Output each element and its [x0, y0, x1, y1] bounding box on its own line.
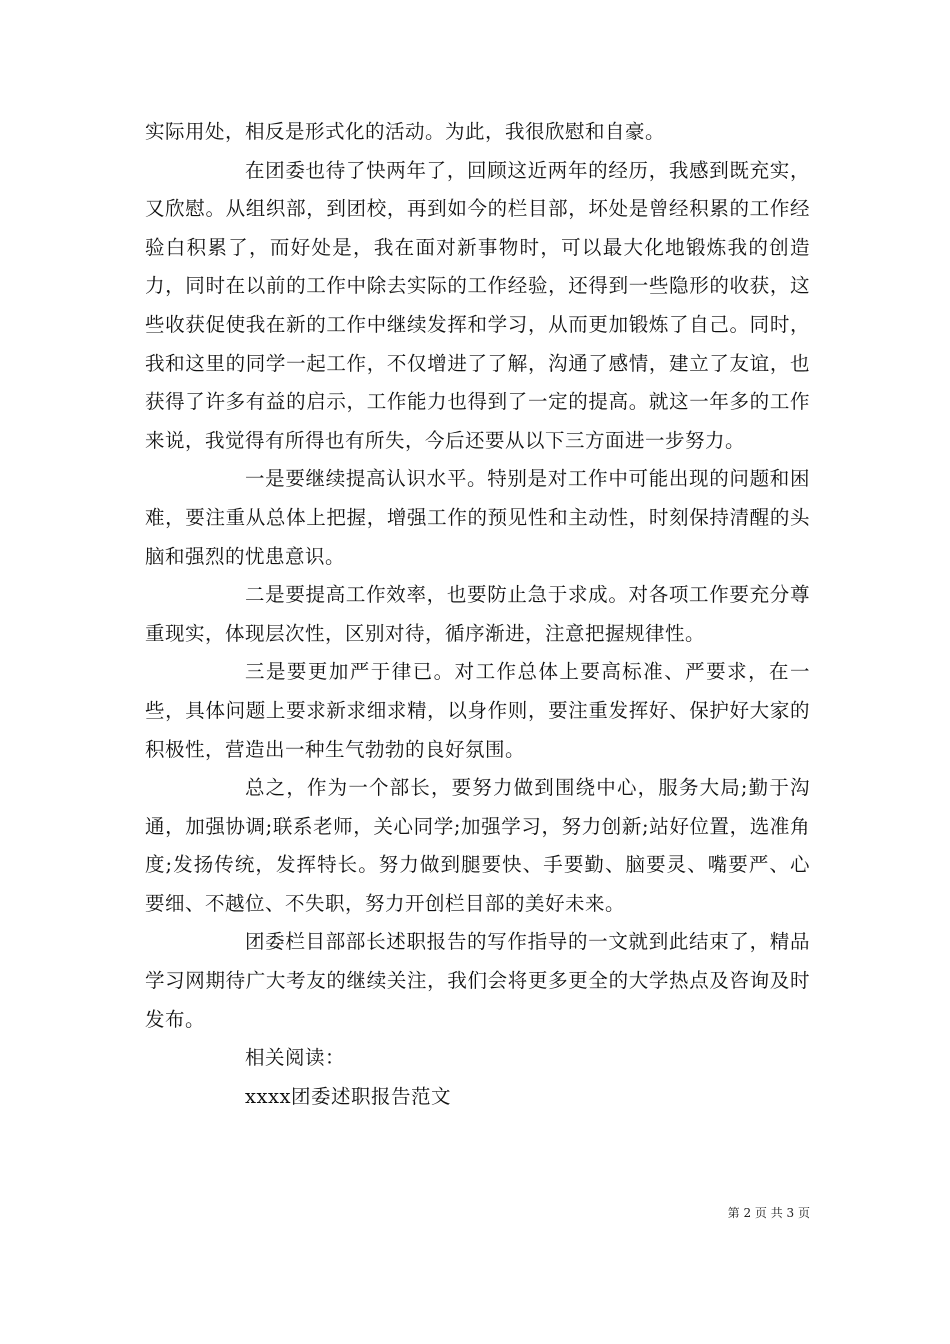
paragraph-point-two: 二是要提高工作效率，也要防止急于求成。对各项工作要充分尊重现实，体现层次性，区别对待，循序渐进，注意把握规律性。	[145, 583, 810, 645]
paragraph-continuation: 实际用处，相反是形式化的活动。为此，我很欣慰和自豪。	[145, 120, 666, 143]
paragraph-summary: 总之，作为一个部长，要努力做到围绕中心，服务大局;勤于沟通，加强协调;联系老师，关心同学;加强学习，努力创新;站好位置，选准角度;发扬传统，发挥特长。努力做到腿要快、手要勤、脑要灵、嘴要严、心要细、不越位、不失职，努力开创栏目部的美好未来。	[145, 776, 810, 915]
paragraph-closing: 团委栏目部部长述职报告的写作指导的一文就到此结束了，精品学习网期待广大考友的继续关注，我们会将更多更全的大学热点及咨询及时发布。	[145, 930, 810, 1031]
related-reading-label: 相关阅读：	[245, 1046, 346, 1070]
document-body	[145, 113, 810, 1116]
page-number-footer: 第 2 页 共 3 页	[727, 1206, 810, 1220]
paragraph-review: 在团委也待了快两年了，回顾这近两年的经历，我感到既充实，又欣慰。从组织部，到团校，再到如今的栏目部，坏处是曾经积累的工作经验白积累了，而好处是，我在面对新事物时，可以最大化地锻炼我的创造力，同时在以前的工作中除去实际的工作经验，还得到一些隐形的收获，这些收获促使我在新的工作中继续发挥和学习，从而更加锻炼了自己。同时，我和这里的同学一起工作，不仅增进了了解，沟通了感情，建立了友谊，也获得了许多有益的启示，工作能力也得到了一定的提高。就这一年多的工作来说，我觉得有所得也有所失，今后还要从以下三方面进一步努力。	[145, 158, 810, 452]
related-reading-link[interactable]: xxxx团委述职报告范文	[245, 1084, 451, 1108]
paragraph-point-one: 一是要继续提高认识水平。特别是对工作中可能出现的问题和困难，要注重从总体上把握，增强工作的预见性和主动性，时刻保持清醒的头脑和强烈的忧患意识。	[145, 467, 810, 568]
paragraph-point-three: 三是要更加严于律已。对工作总体上要高标准、严要求，在一些，具体问题上要求新求细求精，以身作则，要注重发挥好、保护好大家的积极性，营造出一种生气勃勃的良好氛围。	[145, 660, 810, 761]
